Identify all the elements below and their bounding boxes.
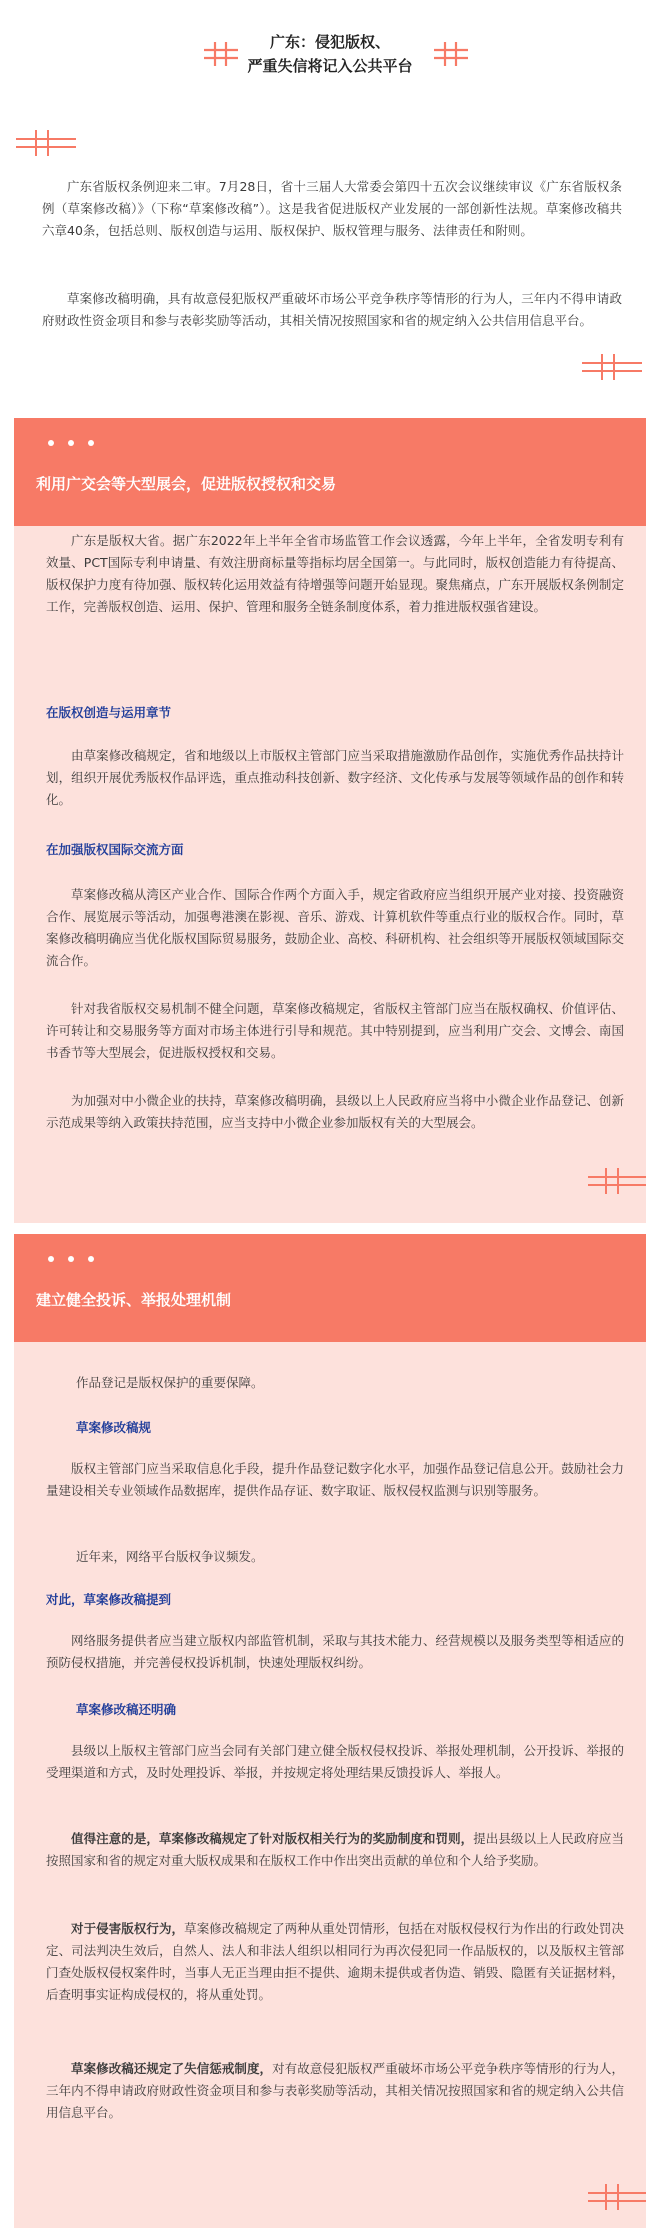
section-1-header <box>14 418 646 526</box>
hash-decoration-intro-bottom-icon <box>580 352 644 382</box>
section-2-paragraph-1: 作品登记是版权保护的重要保障。 <box>76 1375 264 1390</box>
section-1-paragraph-2: 由草案修改稿规定，省和地级以上市版权主管部门应当采取措施激励作品创作，实施优秀作品扶持计划，组织开展优秀版权作品评选，重点推动科技创新、数字经济、文化传承与发展等领域作品的创作和转化。 <box>46 748 624 807</box>
section-1-paragraph-3: 草案修改稿从湾区产业合作、国际合作两个方面入手，规定省政府应当组织开展产业对接、投资融资合作、展览展示等活动，加强粤港澳在影视、音乐、游戏、计算机软件等重点行业的版权合作。同时，草案修改稿明确应当优化版权国际贸易服务，鼓励企业、高校、科研机构、社会组织等开展版权领域国际交流合作。 <box>46 887 624 968</box>
page-title-line-2: 严重失信将记入公共平台 <box>247 57 413 75</box>
page-title <box>0 30 660 78</box>
section-2-paragraph-8 <box>46 2058 624 2124</box>
section-2-paragraph-7 <box>46 1918 624 2006</box>
hash-decoration-section-2-icon <box>586 2182 646 2212</box>
section-2-subheading-2: 对此，草案修改稿提到 <box>46 1592 172 1607</box>
section-2-paragraph-6-lead: 值得注意的是，草案修改稿规定了针对版权相关行为的奖励制度和罚则， <box>71 1831 474 1846</box>
section-2-subheading-3: 草案修改稿还明确 <box>76 1702 177 1717</box>
section-2-dots <box>48 1256 94 1262</box>
intro-paragraph-2: 草案修改稿明确，具有故意侵犯版权严重破坏市场公平竞争秩序等情形的行为人，三年内不得申请政府财政性资金项目和参与表彰奖励等活动，其相关情况按照国家和省的规定纳入公共信用信息平台。 <box>42 291 622 328</box>
section-1-paragraph-1: 广东是版权大省。据广东2022年上半年全省市场监管工作会议透露，今年上半年，全省发明专利有效量、PCT国际专利申请量、有效注册商标量等指标均居全国第一。与此同时，版权创造能力有待提高、版权保护力度有待加强、版权转化运用效益有待增强等问题开始显现。聚焦痛点，广东开展版权条例制定工作，完善版权创造、运用、保护、管理和服务全链条制度体系，着力推进版权强省建设。 <box>46 533 624 614</box>
section-1-dots <box>48 440 94 446</box>
section-1-subheading-1: 在版权创造与运用章节 <box>46 705 172 720</box>
section-2-paragraph-8-body: 对有故意侵犯版权严重破坏市场公平竞争秩序等情形的行为人，三年内不得申请政府财政性资金项目和参与表彰奖励等活动，其相关情况按照国家和省的规定纳入公共信用信息平台。 <box>46 2061 624 2120</box>
section-2-paragraph-6 <box>46 1828 624 1872</box>
page-title-line-1: 广东：侵犯版权、 <box>269 33 390 51</box>
section-1-paragraph-4: 针对我省版权交易机制不健全问题，草案修改稿规定，省版权主管部门应当在版权确权、价值评估、许可转让和交易服务等方面对市场主体进行引导和规范。其中特别提到，应当利用广交会、文博会、南国书香节等大型展会，促进版权授权和交易。 <box>46 1001 624 1060</box>
section-2-paragraph-7-lead: 对于侵害版权行为， <box>71 1921 185 1936</box>
section-2-subheading-1: 草案修改稿规 <box>76 1420 152 1435</box>
hash-decoration-intro-top-icon <box>14 128 78 158</box>
section-2-paragraph-2: 版权主管部门应当采取信息化手段，提升作品登记数字化水平，加强作品登记信息公开。鼓励社会力量建设相关专业领域作品数据库，提供作品存证、数字取证、版权侵权监测与识别等服务。 <box>46 1461 624 1498</box>
section-2-paragraph-3: 近年来，网络平台版权争议频发。 <box>76 1549 264 1564</box>
section-1-paragraph-5: 为加强对中小微企业的扶持，草案修改稿明确，县级以上人民政府应当将中小微企业作品登记、创新示范成果等纳入政策扶持范围，应当支持中小微企业参加版权有关的大型展会。 <box>46 1093 624 1130</box>
intro-paragraph-1: 广东省版权条例迎来二审。7月28日，省十三届人大常委会第四十五次会议继续审议《广东省版权条例（草案修改稿）》（下称“草案修改稿”）。这是我省促进版权产业发展的一部创新性法规。草案修改稿共六章40条，包括总则、版权创造与运用、版权保护、版权管理与服务、法律责任和附则。 <box>42 179 622 238</box>
section-2-paragraph-5: 县级以上版权主管部门应当会同有关部门建立健全版权侵权投诉、举报处理机制，公开投诉、举报的受理渠道和方式，及时处理投诉、举报，并按规定将处理结果反馈投诉人、举报人。 <box>46 1743 624 1780</box>
section-2-paragraph-8-lead: 草案修改稿还规定了失信惩戒制度， <box>71 2061 273 2076</box>
section-2-paragraph-6-body: 提出县级以上人民政府应当按照国家和省的规定对重大版权成果和在版权工作中作出突出贡献的单位和个人给予奖励。 <box>46 1831 624 1868</box>
section-1-subheading-2: 在加强版权国际交流方面 <box>46 842 184 857</box>
hash-decoration-section-1-icon <box>586 1166 646 1196</box>
section-2-header <box>14 1234 646 1342</box>
section-2-title: 建立健全投诉、举报处理机制 <box>36 1291 232 1309</box>
section-2-paragraph-4: 网络服务提供者应当建立版权内部监管机制，采取与其技术能力、经营规模以及服务类型等相适应的预防侵权措施，并完善侵权投诉机制，快速处理版权纠纷。 <box>46 1633 624 1670</box>
section-2-paragraph-7-body: 草案修改稿规定了两种从重处罚情形，包括在对版权侵权行为作出的行政处罚决定、司法判决生效后，自然人、法人和非法人组织以相同行为再次侵犯同一作品版权的，以及版权主管部门查处版权侵权案件时，当事人无正当理由拒不提供、逾期未提供或者伪造、销毁、隐匿有关证据材料，后查明事实证构成侵权的，将从重处罚。 <box>46 1921 624 2002</box>
section-1-title: 利用广交会等大型展会，促进版权授权和交易 <box>36 475 337 493</box>
